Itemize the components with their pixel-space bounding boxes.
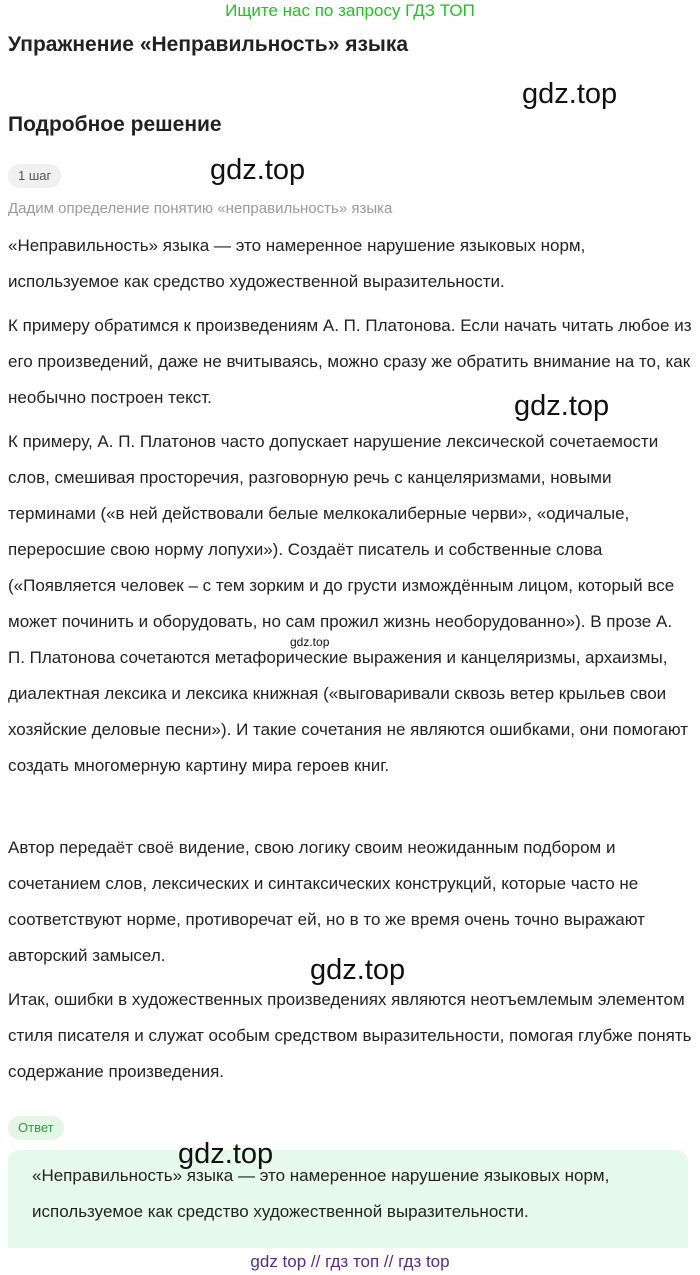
watermark: gdz.top	[522, 78, 618, 110]
paragraph-platonov-analysis: К примеру, А. П. Платонов часто допускает нарушение лексической сочетаемости слов, смешивая просторечия, разговорную речь с канцеляризмами, новыми терминами («в ней действовали белые мелкокалиберные черви», «одичалые, переросшие свою норму лопухи»). Создаёт писатель и собственные слова («Появляется человек – с тем зорким и до грусти измождённым лицом, который все может починить и оборудовать, но сам прожил жизнь необорудованно»). В прозе А. П. Платонова сочетаются метафорические выражения и канцеляризмы, архаизмы, диалектная лексика и лексика книжная («выговаривали сквозь ветер крыльев свои хозяйские деловые песни»). И такие сочетания не являются ошибками, они помогают создать многомерную картину мира героев книг.	[8, 432, 689, 775]
step-badge: 1 шаг	[8, 164, 61, 188]
paragraph-definition: «Неправильность» языка — это намеренное нарушение языковых норм, используемое как средство художественной выразительности.	[8, 236, 586, 291]
answer-text: «Неправильность» языка — это намеренное нарушение языковых норм, используемое как средство художественной выразительности.	[32, 1166, 610, 1221]
watermark: gdz.top	[178, 1138, 274, 1170]
watermark: gdz.top	[514, 390, 610, 422]
search-hint-banner: Ищите нас по запросу ГДЗ ТОП	[225, 1, 475, 20]
paragraph-author-vision: Автор передаёт своё видение, свою логику своим неожиданным подбором и сочетанием слов, лексических и синтаксических конструкций, которые часто не соответствуют норме, противоречат ей, но в то же время очень точно выражают авторский замысел.	[8, 838, 645, 965]
footer-links[interactable]: gdz top // гдз топ // гдз top	[250, 1252, 450, 1271]
paragraph-conclusion: Итак, ошибки в художественных произведениях являются неотъемлемым элементом стиля писателя и служат особым средством выразительности, помогая глубже понять содержание произведения.	[8, 990, 692, 1081]
watermark: gdz.top	[210, 154, 306, 186]
section-title: Подробное решение	[8, 113, 222, 136]
watermark: gdz.top	[310, 954, 406, 986]
answer-badge: Ответ	[8, 1116, 64, 1140]
watermark-small: gdz.top	[290, 635, 330, 649]
paragraph-example-intro: К примеру обратимся к произведениям А. П. Платонова. Если начать читать любое из его произведений, даже не вчитываясь, можно сразу же обратить внимание на то, как необычно построен текст.	[8, 316, 692, 407]
exercise-title: Упражнение «Неправильность» языка	[8, 33, 409, 56]
step-caption: Дадим определение понятию «неправильность» языка	[8, 200, 393, 217]
answer-box	[8, 1150, 688, 1248]
